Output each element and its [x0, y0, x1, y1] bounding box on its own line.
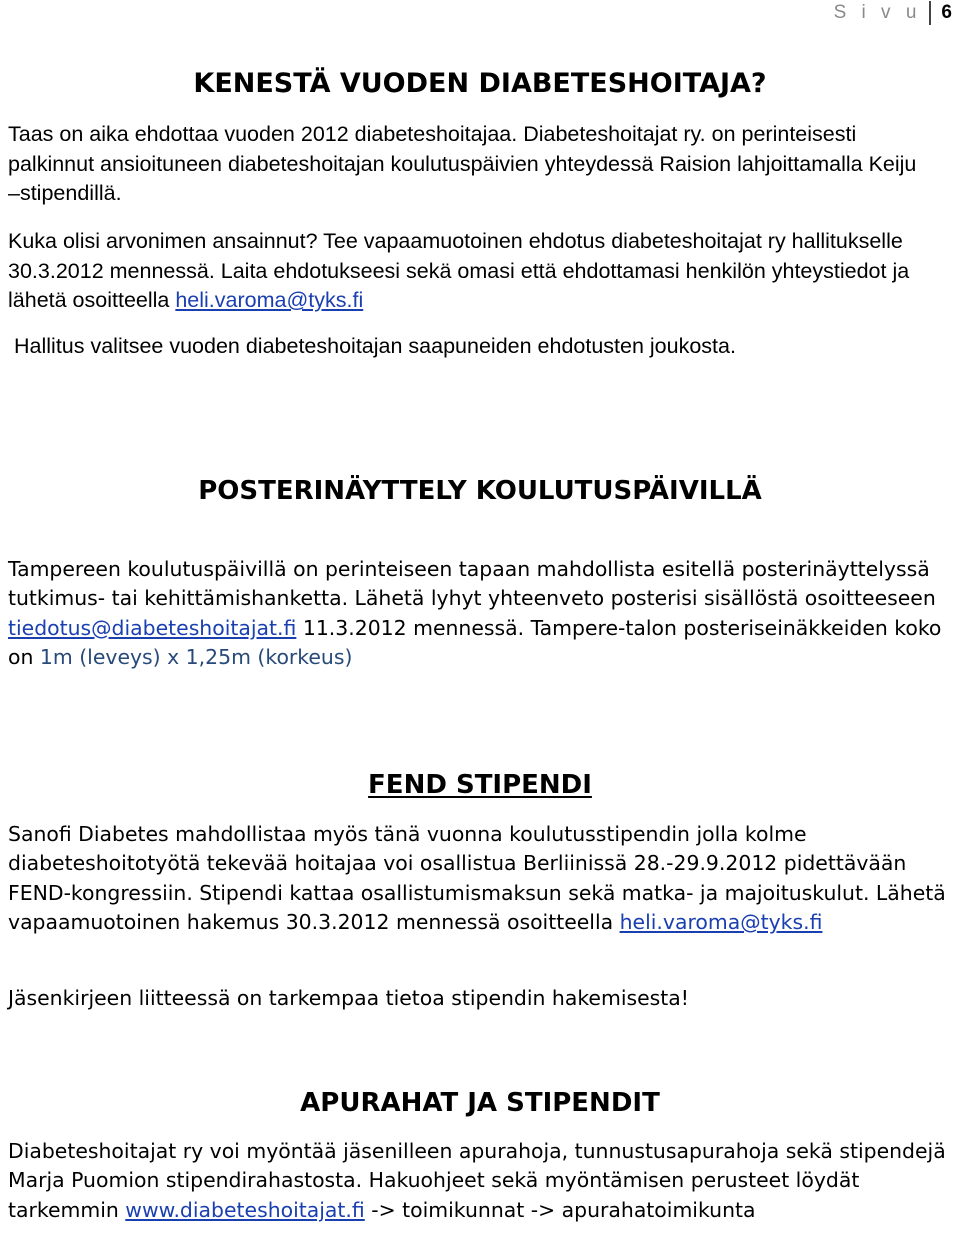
paragraph-intro: Taas on aika ehdottaa vuoden 2012 diabeteshoitajaa. Diabeteshoitajat ry. on perinteisesti palkinnut ansioituneen diabeteshoitajan koulutuspäivien yhteydessä Raision lahjoittamalla Keiju –stipendillä. [8, 122, 917, 205]
email-link-heli-varoma-fend[interactable]: heli.varoma@tyks.fi [619, 909, 823, 934]
poster-text: Tampereen koulutuspäivillä on perinteiseen tapaan mahdollista esitellä posterinäyttelyssä tutkimus- tai kehittämishanketta. Lähetä lyhyt yhteenveto posterisi sisällöstä osoitteeseen [8, 557, 936, 611]
paragraph-apurahat [8, 1137, 958, 1225]
nomination-text: Kuka olisi arvonimen ansainnut? Tee vapaamuotoinen ehdotus diabeteshoitajat ry hallitukselle 30.3.2012 mennessä. Laita ehdotukseesi sekä omasi että ehdottamasi henkilön yhteystiedot ja lähetä osoitteella [8, 229, 910, 312]
page-label: S i v u [833, 2, 922, 23]
website-link-diabeteshoitajat[interactable]: www.diabeteshoitajat.fi [125, 1197, 365, 1222]
header-divider [929, 1, 931, 25]
apurahat-path-text: -> toimikunnat -> apurahatoimikunta [364, 1197, 756, 1222]
section-heading-fend: FEND STIPENDI [368, 770, 592, 800]
page-number: 6 [941, 2, 952, 23]
paragraph-board-selection: Hallitus valitsee vuoden diabeteshoitajan saapuneiden ehdotusten joukosta. [14, 334, 736, 358]
paragraph-fend [8, 820, 958, 937]
email-link-tiedotus[interactable]: tiedotus@diabeteshoitajat.fi [8, 615, 297, 640]
section-heading-posterinayttely: POSTERINÄYTTELY KOULUTUSPÄIVILLÄ [198, 476, 762, 506]
poster-deadline-text: 11.3.2012 mennessä. Tampere-talon posteriseinäkkeiden koko on [8, 615, 942, 669]
paragraph-fend-note: Jäsenkirjeen liitteessä on tarkempaa tietoa stipendin hakemisesta! [8, 986, 689, 1010]
section-heading-apurahat: APURAHAT JA STIPENDIT [300, 1088, 660, 1118]
apurahat-text: Diabeteshoitajat ry voi myöntää jäsenilleen apurahoja, tunnustusapurahoja sekä stipendejä Marja Puomion stipendirahastosta. Hakuohjeet sekä myöntämisen perusteet löydät tarkemmin [8, 1139, 946, 1222]
email-link-heli-varoma[interactable]: heli.varoma@tyks.fi [175, 288, 364, 312]
page-header [834, 0, 952, 26]
section-heading-diabeteshoitaja: KENESTÄ VUODEN DIABETESHOITAJA? [193, 68, 767, 99]
poster-size-text: 1m (leveys) x 1,25m (korkeus) [39, 644, 353, 669]
paragraph-poster [8, 555, 958, 672]
fend-text: Sanofi Diabetes mahdollistaa myös tänä vuonna koulutusstipendin jolla kolme diabeteshoitotyötä tekevää hoitajaa voi osallistua Berliinissä 28.-29.9.2012 pidettävään FEND-kongressiin. Stipendi kattaa osallistumismaksun sekä matka- ja majoituskulut. Lähetä vapaamuotoinen hakemus 30.3.2012 mennessä osoitteella [8, 822, 946, 934]
paragraph-nomination [8, 227, 958, 316]
